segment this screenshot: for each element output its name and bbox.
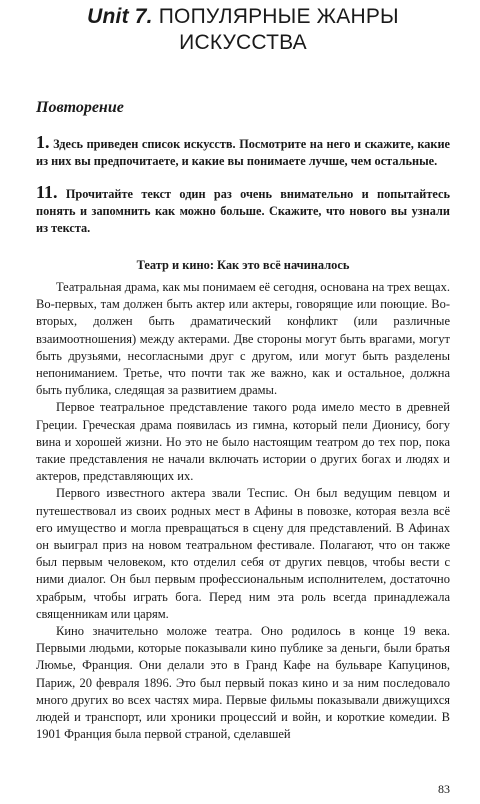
paragraph-3: Первого известного актера звали Теспис. Он был ведущим певцом и путешествовал из своих родных мест в Афины в повозке, которая везла всё его имущество и могла превращаться в сцену для представлений. В Афинах он выиграл приз на новом театральном фестивале. Полагают, что он также был первым человеком, кто отделил себя от других певцов, чтобы вести с ними диалог. Он был первым профессиональным исполнителем, достаточно храбрым, чтобы играть бога. Перед ним эта роль всегда принадлежала священникам или царям. [36, 486, 450, 621]
task-text: Здесь приведен список искусств. Посмотрите на него и скажите, какие из них вы предпочитаете, и какие вы понимаете лучше, чем остальные. [36, 137, 451, 168]
textbook-page [0, 4, 480, 804]
task-11 [36, 184, 450, 237]
unit-title-line1: ПОПУЛЯРНЫЕ ЖАНРЫ [158, 5, 399, 28]
reading-text-title: Театр и кино: Как это всё начиналось [136, 258, 350, 272]
paragraph-4: Кино значительно моложе театра. Оно родилось в конце 19 века. Первыми людьми, которые показывали кино публике за деньги, были братья Люмье, Франция. Они делали это в Гранд Кафе на бульваре Капуцинов, Париж, 20 февраля 1896. Это был первый показ кино и за ним последовало много других во всех частях мира. Первые фильмы показывали движущихся людей и транспорт, или хроники процессий и войн, и короткие комедии. В 1901 Франция была первой страной, сделавшей [36, 624, 450, 742]
paragraph-2: Первое театральное представление такого рода имело место в древней Греции. Греческая драма появилась из гимна, который пели Дионису, богу вина и хорошей жизни. Но это не было настоящим театром до тех пор, пока такие представления не начали включать истории о других богах и людях и актеров, представляющих их. [36, 400, 450, 484]
section-heading: Повторение [36, 99, 124, 116]
paragraph-1: Театральная драма, как мы понимаем её сегодня, основана на трех вещах. Во-первых, там должен быть актер или актеры, говорящие или поющие. Во-вторых, должен быть драматический конфликт (или различные взаимоотношения) между актерами. Две стороны могут быть врагами, могут быть друзьями, несогласными друг с другом, или могут быть разделены непониманием. Третье, что почти так же важно, как и остальное, должна быть публика, следящая за развитием драмы. [36, 280, 450, 398]
task-text: Прочитайте текст один раз очень внимательно и попытайтесь понять и запомнить как можно больше. Скажите, что нового вы узнали из текста. [36, 187, 450, 235]
task-1 [36, 134, 450, 170]
page-number: 83 [438, 782, 450, 796]
unit-title-line2: ИСКУССТВА [179, 31, 307, 54]
unit-label: Unit 7. [87, 5, 153, 28]
task-number: 1. [36, 132, 50, 152]
unit-title [36, 4, 450, 56]
task-number: 11. [36, 182, 58, 202]
